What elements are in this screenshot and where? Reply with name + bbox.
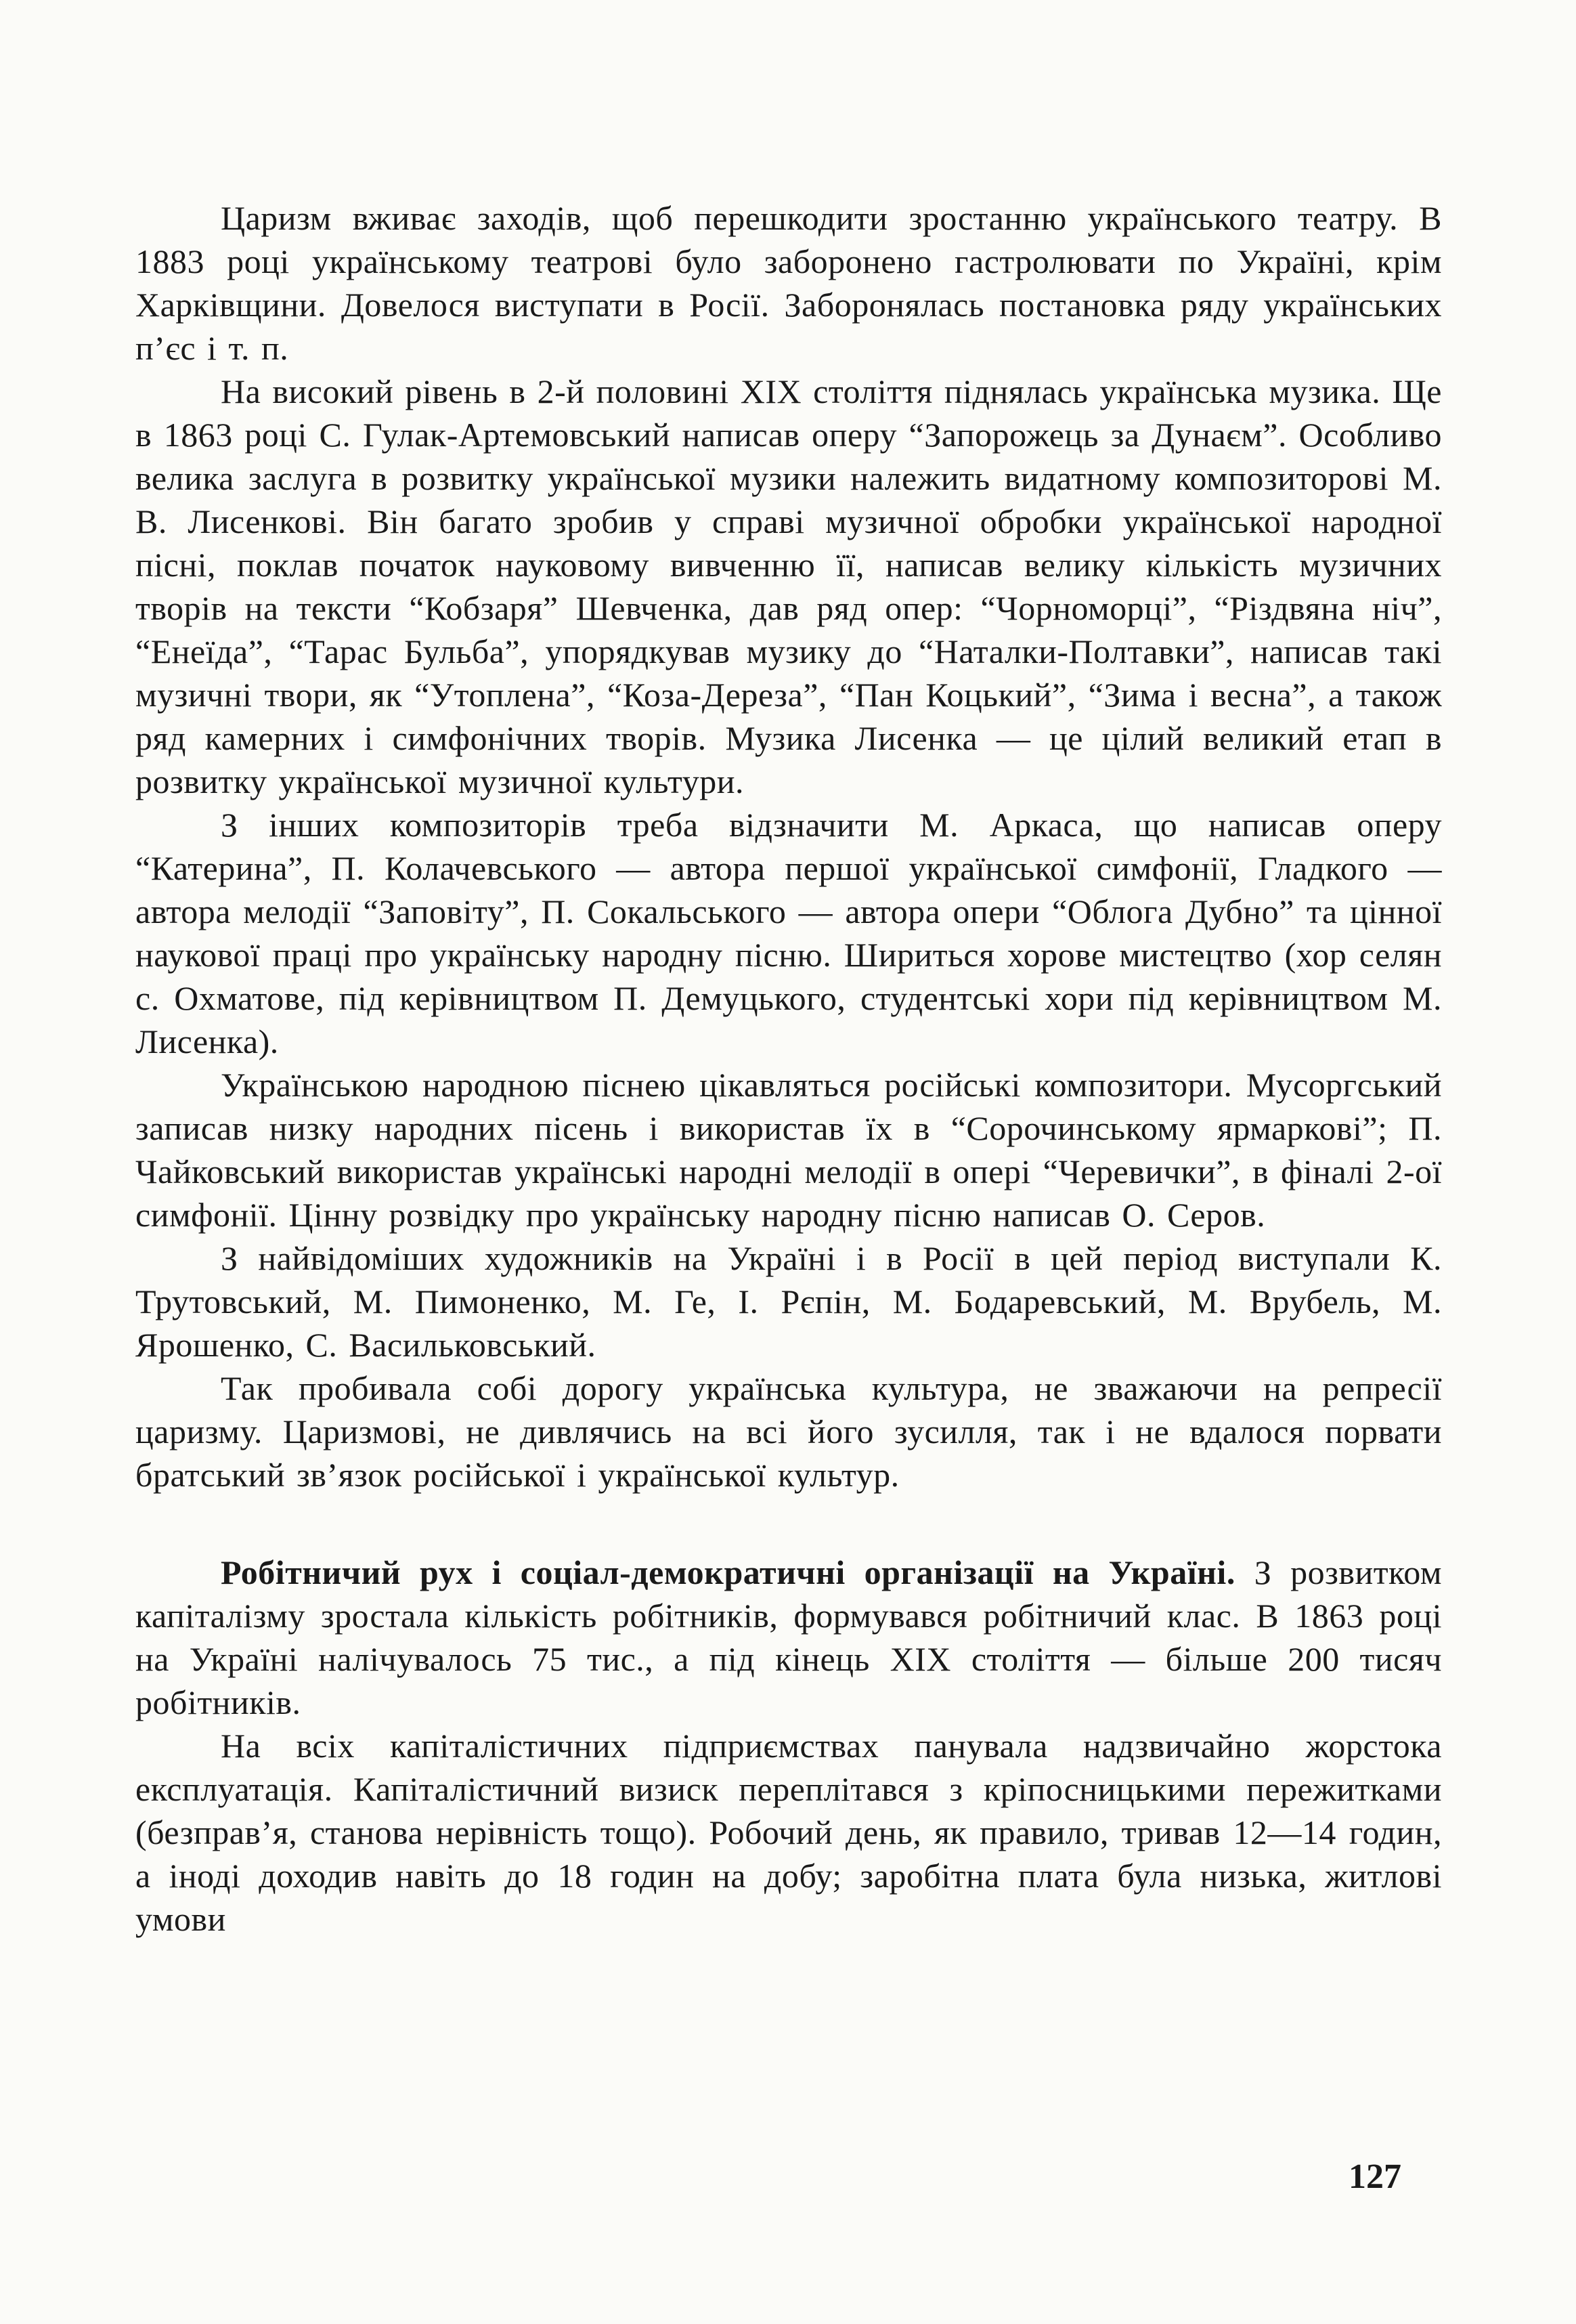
page-body <box>135 196 1442 1941</box>
paragraph-theatre: Царизм вживає заходів, щоб перешкодити зростанню українського театру. В 1883 році українському театрові було заборонено гастролювати по Україні, крім Харківщини. Довелося виступати в Росії. Заборонялась постановка ряду українських п’єс і т. п. <box>135 199 1442 367</box>
section-heading: Робітничий рух і соціал-демократичні організації на Україні. <box>221 1553 1235 1591</box>
paragraph-culture-conclusion: Так пробивала собі дорогу українська культура, не зважаючи на репресії царизму. Царизмові, не дивлячись на всі його зусилля, так і не вдалося порвати братський зв’язок російської і української культур. <box>135 1369 1442 1494</box>
paragraph-artists: З найвідоміших художників на Україні і в Росії в цей період виступали К. Трутовський, М. Пимоненко, М. Ге, І. Рєпін, М. Бодаревський, М. Врубель, М. Ярошенко, С. Васильковський. <box>135 1239 1442 1364</box>
paragraph-russian-composers: Українською народною піснею цікавляться російські композитори. Мусоргський записав низку народних пісень і використав їх в “Сорочинському ярмаркові”; П. Чайковський використав українські народні мелодії в опері “Черевички”, в фіналі 2-ої симфонії. Цінну розвідку про українську народну пісню написав О. Серов. <box>135 1066 1442 1234</box>
section-first-paragraph: З розвитком капіталізму зростала кількість робітників, формувався робітничий клас. В 1863 році на Україні налічувалось 75 тис., а під кінець XIX століття — більше 200 тисяч робітників. <box>135 1553 1442 1721</box>
paragraph-exploitation: На всіх капіталістичних підприємствах панувала надзвичайно жорстока експлуатація. Капіталістичний визиск переплітався з кріпосницькими пережитками (безправ’я, станова нерівність тощо). Робочий день, як правило, тривав 12—14 годин, а іноді доходив навіть до 18 годин на добу; заробітна плата була низька, житлові умови <box>135 1727 1442 1938</box>
paragraph-music: На високий рівень в 2-й половині XIX століття піднялась українська музика. Ще в 1863 році С. Гулак-Артемовський написав оперу “Запорожець за Дунаєм”. Особливо велика заслуга в розвитку української музики належить видатному композиторові М. В. Лисенкові. Він багато зробив у справі музичної обробки української народної пісні, поклав початок науковому вивченню її, написав велику кількість музичних творів на тексти “Кобзаря” Шевченка, дав ряд опер: “Чорноморці”, “Різдвяна ніч”, “Енеїда”, “Тарас Бульба”, упорядкував музику до “Наталки-Полтавки”, написав такі музичні твори, як “Утоплена”, “Коза-Дереза”, “Пан Коцький”, “Зима і весна”, а також ряд камерних і симфонічних творів. Музика Лисенка — це цілий великий етап в розвитку української музичної культури. <box>135 372 1442 800</box>
section-workers-movement <box>135 1551 1442 1724</box>
page-number: 127 <box>1349 2157 1401 2196</box>
paragraph-composers: З інших композиторів треба відзначити М. Аркаса, що написав оперу “Катерина”, П. Колачевського — автора першої української симфонії, Гладкого — автора мелодії “Заповіту”, П. Сокальського — автора опери “Облога Дубно” та цінної наукової праці про українську народну пісню. Шириться хорове мистецтво (хор селян с. Охматове, під керівництвом П. Демуцького, студентські хори під керівництвом М. Лисенка). <box>135 806 1442 1060</box>
